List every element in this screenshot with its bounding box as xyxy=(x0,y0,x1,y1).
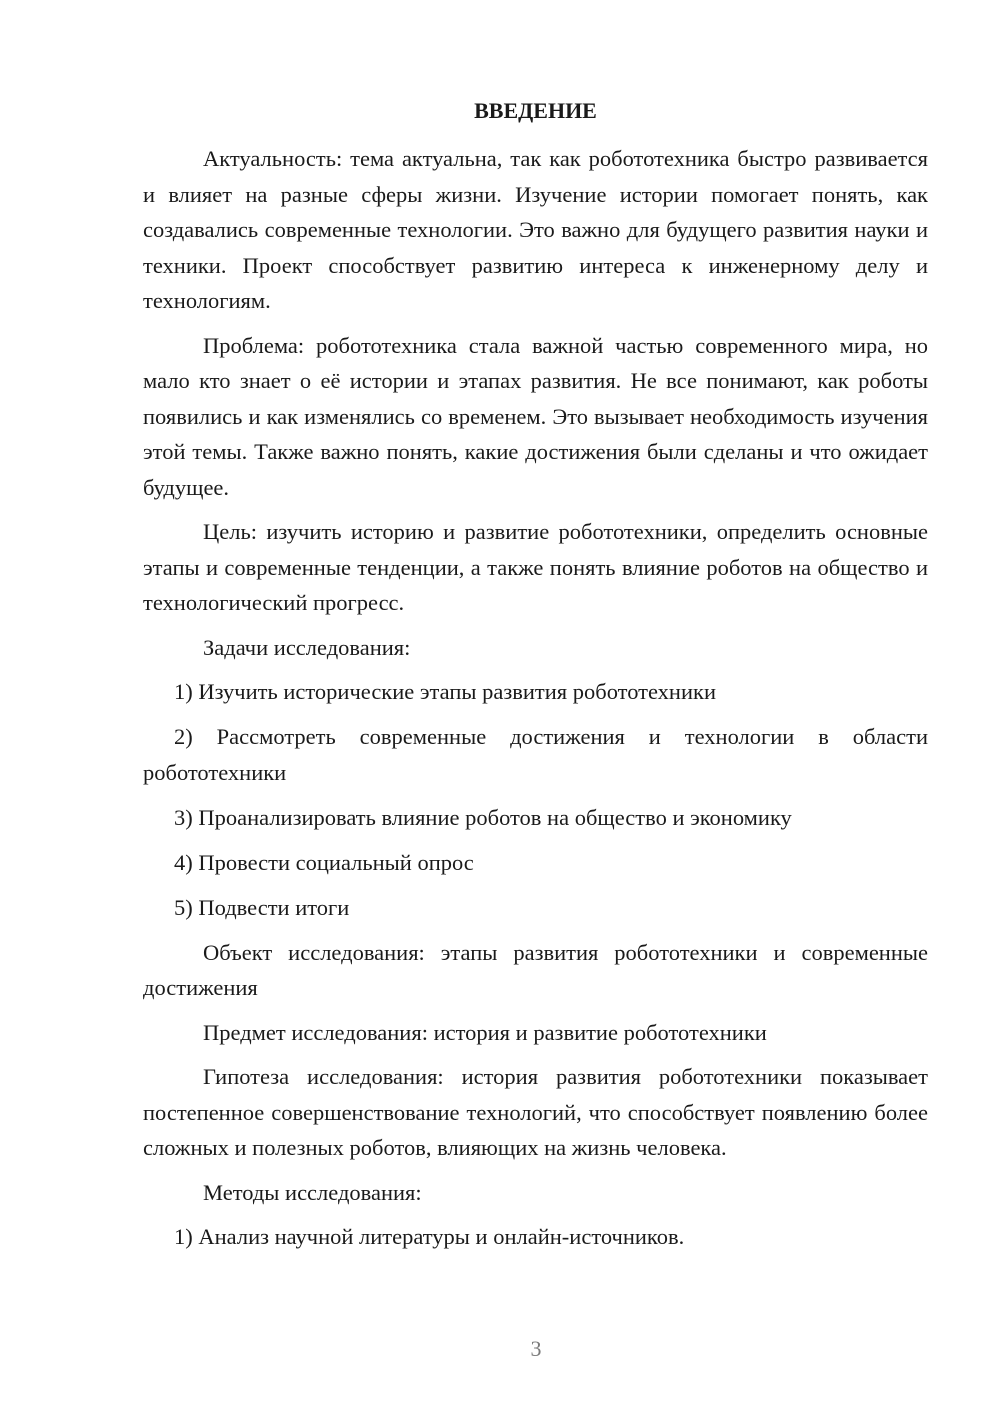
task-item: 5) Подвести итоги xyxy=(174,894,350,920)
goal-paragraph: Цель: изучить историю и развитие робототехники, определить основные этапы и современные тенденции, а также понять влияние роботов на общество и технологический прогресс. xyxy=(143,519,928,615)
document-body xyxy=(143,93,928,1264)
task-item: 1) Изучить исторические этапы развития робототехники xyxy=(174,679,716,704)
page-number: 3 xyxy=(530,1336,542,1361)
object-paragraph: Объект исследования: этапы развития робототехники и современные достижения xyxy=(143,939,928,1000)
task-item: 2) Рассмотреть современные достижения и технологии в области робототехники xyxy=(143,724,928,785)
section-heading: ВВЕДЕНИЕ xyxy=(474,98,597,123)
subject-paragraph: Предмет исследования: история и развитие робототехники xyxy=(203,1019,767,1045)
method-item: 1) Анализ научной литературы и онлайн-источников. xyxy=(174,1224,685,1249)
problem-paragraph: Проблема: робототехника стала важной частью современного мира, но мало кто знает о её истории и этапах развития. Не все понимают, как роботы появились и как изменялись со временем. Это вызывает необходимость изучения этой темы. Также важно понять, какие достижения были сделаны и что ожидает будущее. xyxy=(143,332,928,500)
tasks-title: Задачи исследования: xyxy=(203,634,411,660)
methods-title: Методы исследования: xyxy=(203,1179,422,1205)
hypothesis-paragraph: Гипотеза исследования: история развития робототехники показывает постепенное совершенствование технологий, что способствует появлению более сложных и полезных роботов, влияющих на жизнь человека. xyxy=(143,1064,928,1160)
task-item: 4) Провести социальный опрос xyxy=(174,849,474,875)
task-item: 3) Проанализировать влияние роботов на общество и экономику xyxy=(174,804,792,830)
relevance-paragraph: Актуальность: тема актуальна, так как робототехника быстро развивается и влияет на разные сферы жизни. Изучение истории помогает понять, как создавались современные технологии. Это важно для будущего развития науки и техники. Проект способствует развитию интереса к инженерному делу и технологиям. xyxy=(143,146,928,313)
